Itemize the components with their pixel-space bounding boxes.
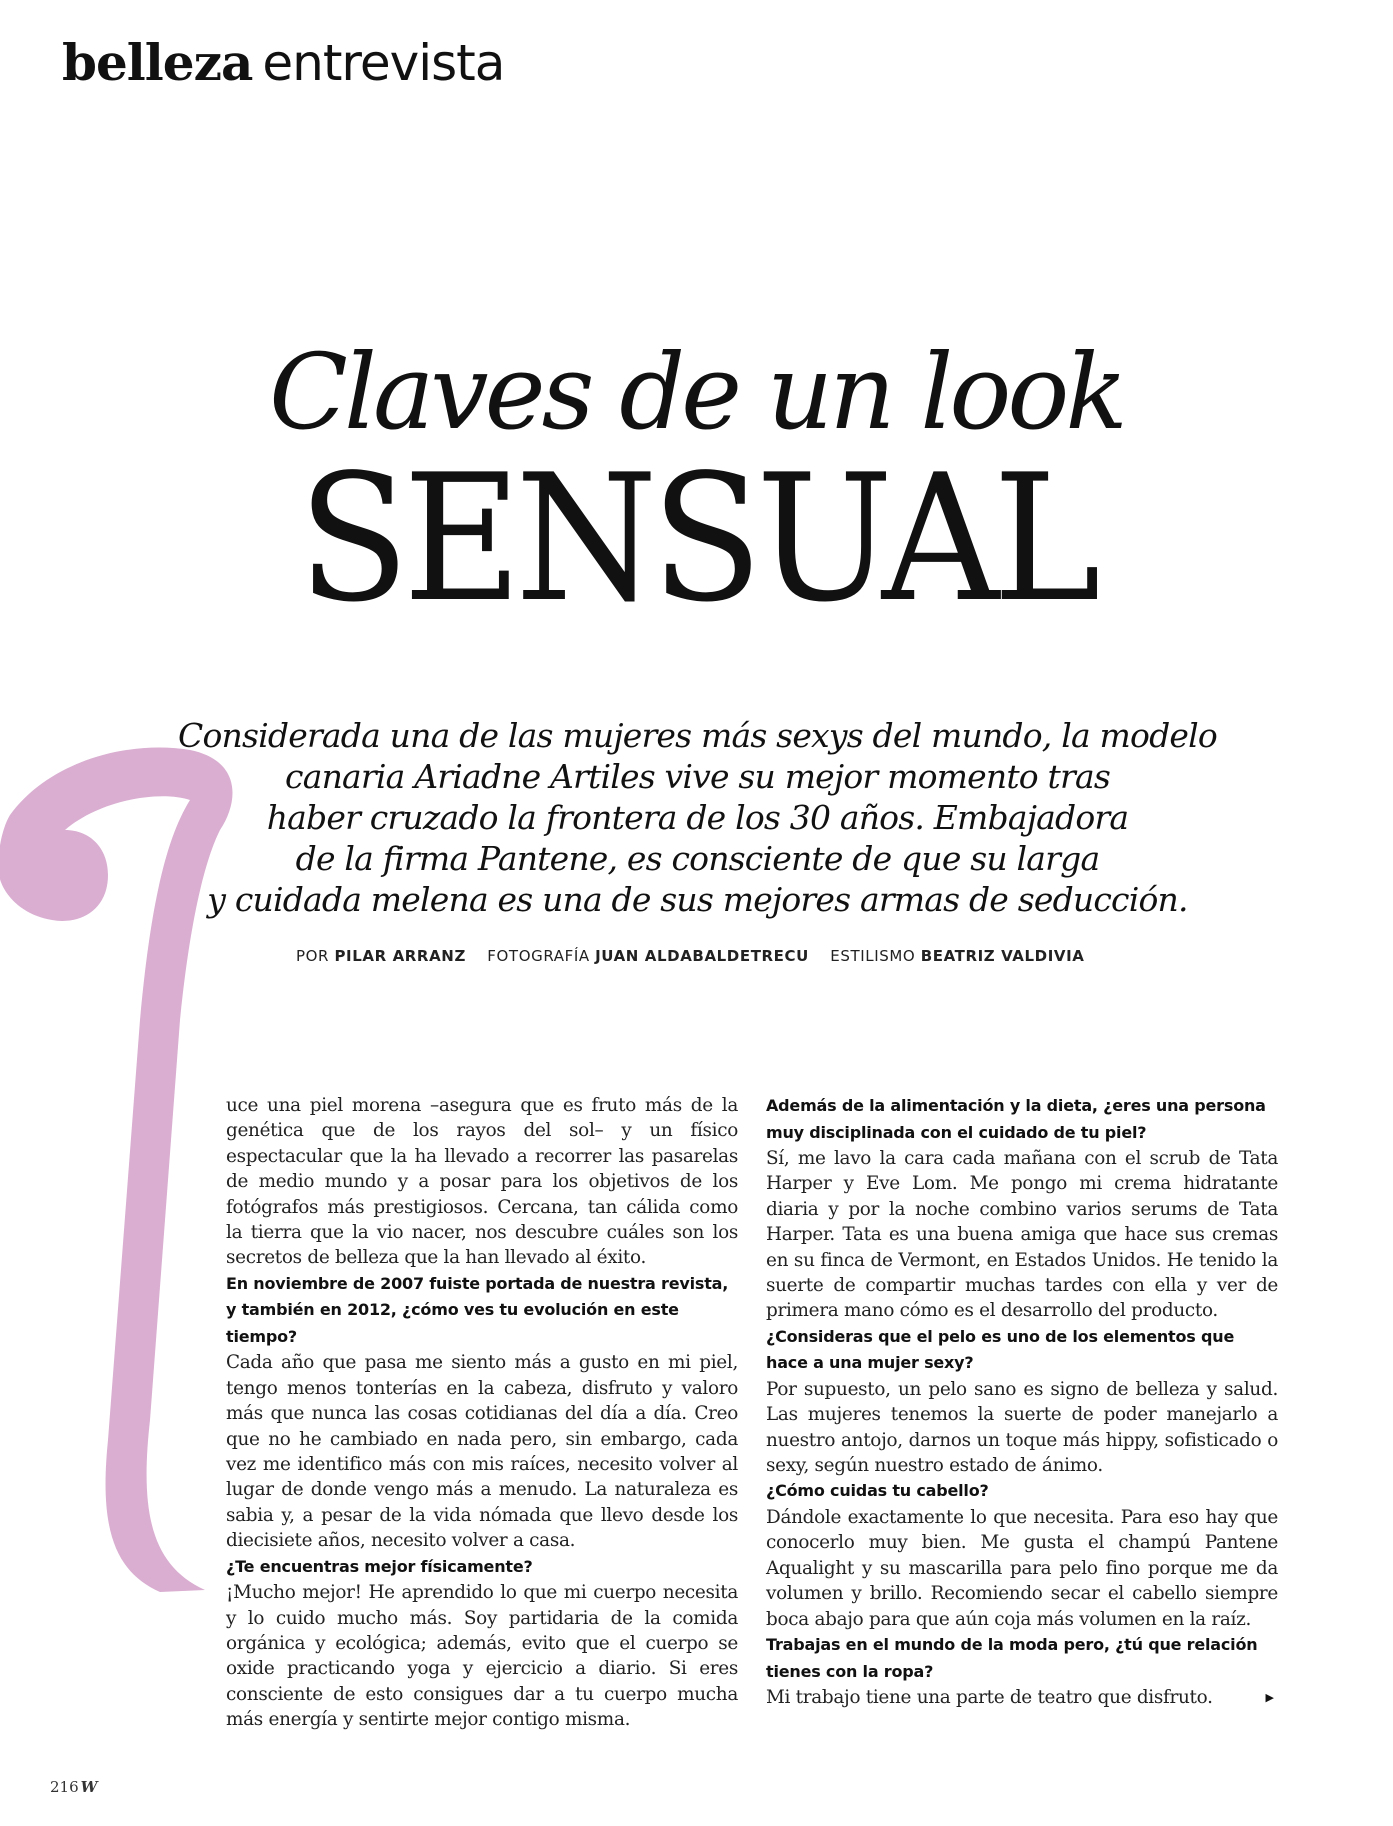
- credit-name: PILAR ARRANZ: [334, 947, 466, 965]
- standfirst: [110, 715, 1285, 920]
- body-paragraph: Sí, me lavo la cara cada mañana con el scrub de Tata Harper y Eve Lom. Me pongo mi crema hidratante diaria y por la noche combino varios serums de Tata Harper. Tata es una buena amiga que hace sus cremas en su finca de Vermont, en Estados Unidos. He tenido la suerte de compartir muchas tardes con ella y ver de primera mano cómo es el desarrollo del producto.: [766, 1148, 1278, 1322]
- standfirst-line: de la firma Pantene, es consciente de que su larga: [295, 839, 1100, 878]
- body-column-right: [766, 1093, 1278, 1710]
- interview-question: Trabajas en el mundo de la moda pero, ¿tú que relación tienes con la ropa?: [766, 1635, 1258, 1681]
- body-paragraph: Dándole exactamente lo que necesita. Para eso hay que conocerlo muy bien. Me gusta el champú Pantene Aqualight y su mascarilla para pelo fino porque me da volumen y brillo. Recomiendo secar el cabello siempre boca abajo para que aún coja más volumen en la raíz.: [766, 1506, 1278, 1630]
- body-last-line-text: Mi trabajo tiene una parte de teatro que disfruto.: [766, 1687, 1213, 1708]
- body-paragraph: uce una piel morena –asegura que es fruto más de la genética que de los rayos del sol– y un físico espectacular que la ha llevado a recorrer las pasarelas de medio mundo y a posar para los objetivos de los fotógrafos más prestigiosos. Cercana, tan cálida como la tierra que la vio nacer, nos descubre cuáles son los secretos de belleza que la han llevado al éxito.: [226, 1095, 738, 1269]
- body-paragraph: Por supuesto, un pelo sano es signo de belleza y salud. Las mujeres tenemos la suerte de poder manejarlo a nuestro antojo, darnos un toque más hippy, sofisticado o sexy, según nuestro estado de ánimo.: [766, 1378, 1278, 1477]
- standfirst-line: Considerada una de las mujeres más sexys del mundo, la modelo: [178, 716, 1217, 755]
- headline-line-1: Claves de un look: [269, 331, 1124, 453]
- triangle-right-icon: ▶: [1265, 1691, 1274, 1704]
- credit-name: JUAN ALDABALDETRECU: [595, 947, 809, 965]
- interview-question: Además de la alimentación y la dieta, ¿eres una persona muy disciplinada con el cuidado de tu piel?: [766, 1096, 1266, 1142]
- credit-role: POR: [296, 947, 330, 965]
- magazine-logo: W: [80, 1778, 98, 1796]
- body-column-left: [226, 1093, 738, 1733]
- credits: [296, 947, 1101, 965]
- headline-word: SENSUAL: [298, 438, 1095, 641]
- headline-line-2: [0, 438, 1393, 641]
- page-folio: [50, 1778, 98, 1796]
- body-paragraph: Cada año que pasa me siento más a gusto en mi piel, tengo menos tonterías en la cabeza, disfruto y valoro más que nunca las cosas cotidianas del día a día. Creo que no he cambiado en nada pero, sin embargo, cada vez me identifico más con mis raíces, necesito volver al lugar de donde vengo más a menudo. La naturaleza es sabia y, a pesar de la vida nómada que llevo desde los diecisiete años, necesito volver a casa.: [226, 1352, 738, 1552]
- standfirst-line: haber cruzado la frontera de los 30 años. Embajadora: [266, 798, 1129, 837]
- credit-role: ESTILISMO: [830, 947, 916, 965]
- interview-question: ¿Consideras que el pelo es uno de los elementos que hace a una mujer sexy?: [766, 1326, 1235, 1373]
- section-header: [62, 33, 505, 92]
- section-name: belleza: [62, 33, 253, 92]
- credit-role: FOTOGRAFÍA: [487, 947, 590, 965]
- standfirst-line: canaria Ariadne Artiles vive su mejor momento tras: [285, 757, 1110, 796]
- standfirst-line: y cuidada melena es una de sus mejores armas de seducción.: [207, 880, 1188, 919]
- interview-question: En noviembre de 2007 fuiste portada de nuestra revista, y también en 2012, ¿cómo ves tu evolución en este tiempo?: [226, 1273, 729, 1346]
- credit-name: BEATRIZ VALDIVIA: [920, 947, 1085, 965]
- body-last-line: [766, 1685, 1278, 1710]
- body-paragraph: ¡Mucho mejor! He aprendido lo que mi cuerpo necesita y lo cuido mucho más. Soy partidaria de la comida orgánica y ecológica; además, evito que el cuerpo se oxide practicando yoga y ejercicio a diario. Si eres consciente de esto consigues dar a tu cuerpo mucha más energía y sentirte mejor contigo misma.: [226, 1582, 738, 1731]
- interview-question: ¿Te encuentras mejor físicamente?: [226, 1556, 533, 1576]
- page-number: 216: [50, 1778, 79, 1796]
- section-subname: entrevista: [262, 34, 505, 92]
- interview-question: ¿Cómo cuidas tu cabello?: [766, 1481, 989, 1501]
